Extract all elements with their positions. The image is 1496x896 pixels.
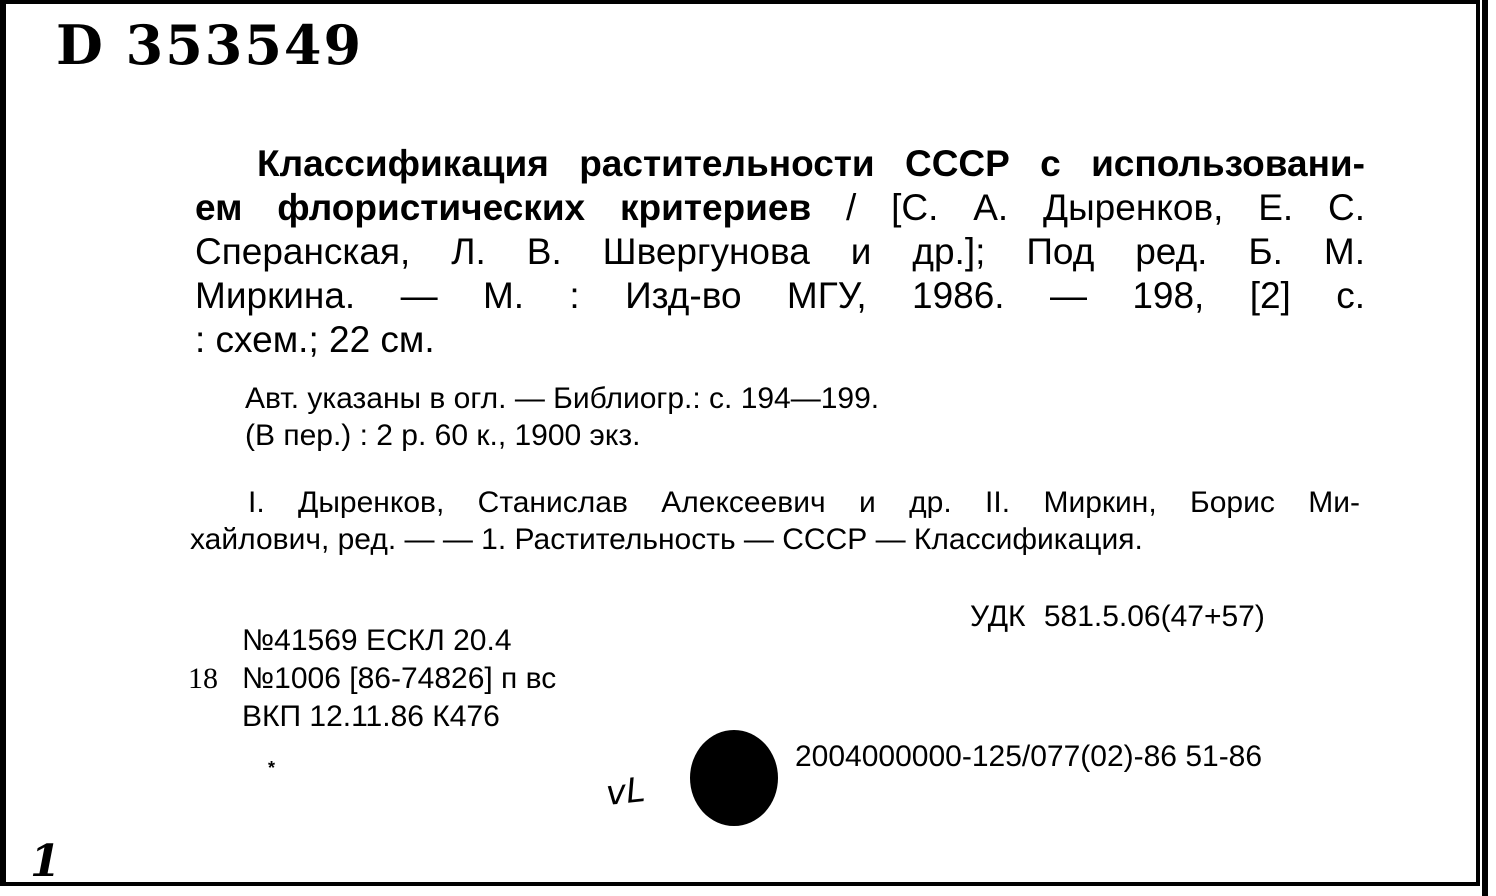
- notes: [245, 380, 879, 454]
- tracing-line-1: I. Дыренков, Станислав Алексеевич и др. II. Миркин, Борис Ми-: [248, 486, 1360, 519]
- prod-row-1: [188, 622, 556, 660]
- prod-row-3: [188, 698, 556, 736]
- title-line-1: Классификация растительности СССР с использовани-: [257, 143, 1365, 184]
- handwritten-page-number: 1: [30, 836, 61, 887]
- card-edge: [1482, 0, 1488, 896]
- udk-code: УДК 581.5.06(47+57): [970, 600, 1265, 633]
- title-line-4: Миркина. — М. : Изд-во МГУ, 1986. — 198, [2] с.: [195, 275, 1365, 316]
- title-line-2: [195, 186, 1365, 230]
- prod-row-2-text: №1006 [86-74826] п вс: [242, 662, 557, 695]
- prod-row-3-text: ВКП 12.11.86 К476: [242, 700, 500, 733]
- production-data: [188, 622, 556, 736]
- prod-row-2-number: 18: [188, 662, 218, 695]
- punch-hole: [690, 730, 778, 826]
- title-line-3: Сперанская, Л. В. Швергунова и др.]; Под ред. Б. М.: [195, 231, 1365, 272]
- note-price-copies: (В пер.) : 2 р. 60 к., 1900 экз.: [245, 419, 641, 452]
- handwritten-mark: vL: [604, 770, 648, 814]
- tracing-line-2: хайлович, ред. — — 1. Растительность — СССР — Классификация.: [190, 523, 1143, 556]
- title-line-2-bold: ем флористических критериев: [195, 187, 812, 228]
- bibliographic-description: [195, 142, 1365, 362]
- prod-row-2: [188, 660, 556, 698]
- tracing: [190, 484, 1360, 558]
- prod-row-1-text: №41569 ЕСКЛ 20.4: [242, 624, 512, 657]
- title-line-5: : схем.; 22 см.: [195, 319, 435, 360]
- title-line-2-rest: / [С. А. Дыренков, Е. С.: [846, 187, 1365, 228]
- inventory-stamp: D 353549: [56, 13, 364, 77]
- small-mark: *: [268, 758, 276, 778]
- catalog-index-code: 2004000000-125/077(02)-86 51-86: [795, 740, 1263, 773]
- note-authors-bibliography: Авт. указаны в огл. — Библиогр.: с. 194—199.: [245, 382, 880, 415]
